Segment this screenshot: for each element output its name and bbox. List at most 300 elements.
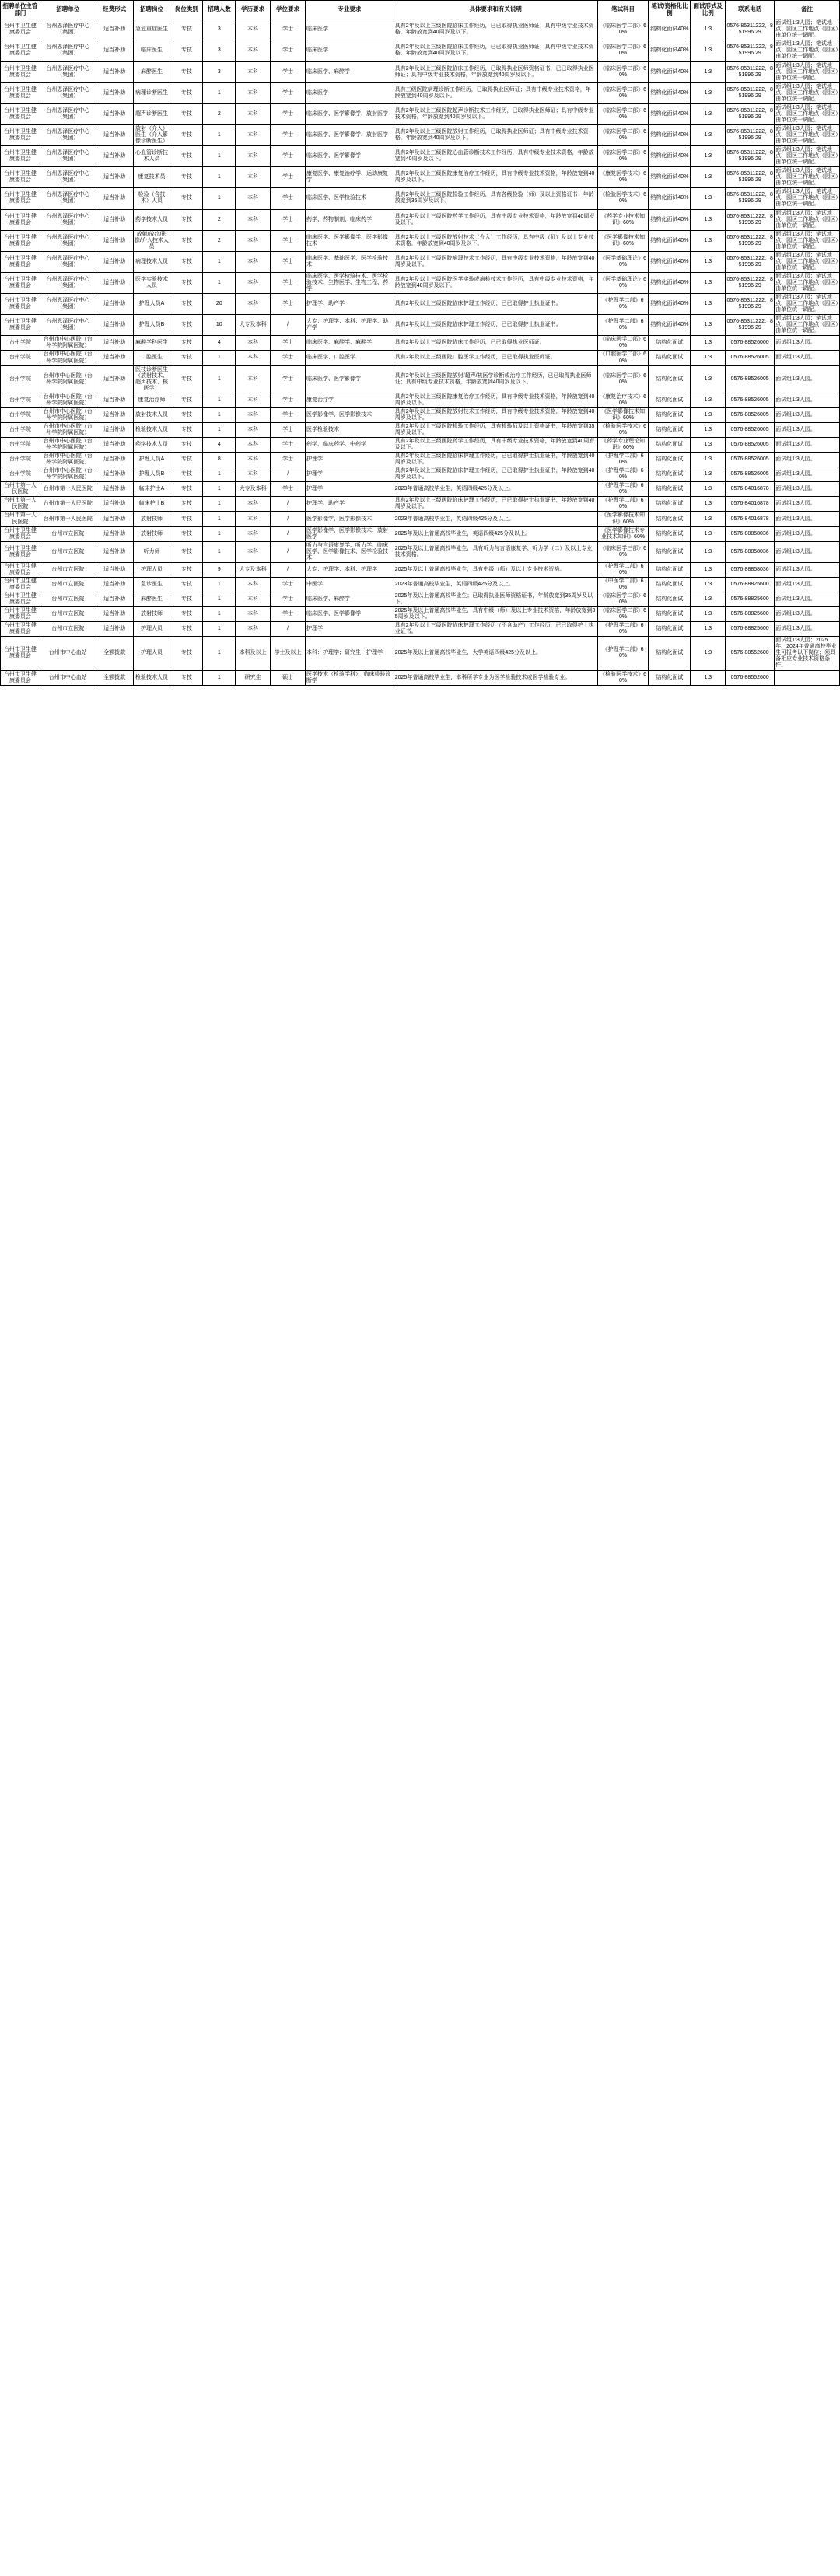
cell-major: 护理学、助产学 — [306, 294, 394, 315]
cell-interview-form: 结构化面试 — [649, 562, 691, 577]
table-row — [1, 422, 840, 437]
cell-fund: 适当补助 — [96, 407, 133, 422]
cell-telephone: 0576-85311222、851996 29 — [726, 19, 775, 40]
cell-written-ratio: 1:3 — [691, 438, 726, 453]
cell-telephone: 0576-88526005 — [726, 407, 775, 422]
cell-fund: 适当补助 — [96, 188, 133, 209]
cell-telephone: 0576-85311222、851996 29 — [726, 272, 775, 293]
cell-fund: 适当补助 — [96, 607, 133, 622]
cell-category: 专技 — [170, 622, 203, 637]
cell-subject: 《康复治疗技术》60% — [597, 393, 649, 407]
cell-category: 专技 — [170, 167, 203, 188]
cell-major: 中医学 — [306, 577, 394, 592]
cell-written-ratio: 1:3 — [691, 562, 726, 577]
cell-category: 专技 — [170, 438, 203, 453]
header-subject: 笔试科目 — [597, 1, 649, 19]
cell-number: 1 — [203, 607, 236, 622]
cell-degree: 学士 — [271, 294, 306, 315]
cell-written-ratio: 1:3 — [691, 61, 726, 82]
cell-unit: 台州市中心医院（台州学院附属医院） — [40, 407, 96, 422]
cell-telephone: 0576-85311222、851996 29 — [726, 251, 775, 272]
cell-post: 急诊医生 — [133, 577, 170, 592]
cell-major: 听力与言语康复学、听力学、临床医学、医学影像技术、医学检验技术 — [306, 541, 394, 562]
cell-dept: 台州学院 — [1, 336, 40, 351]
cell-interview-form: 结构化面试40% — [649, 40, 691, 61]
cell-subject: 《检验医学技术》60% — [597, 422, 649, 437]
cell-remarks: 面试组1:3人园；笔试地点、园区工作地点（园区）由单位统一调配。 — [775, 294, 840, 315]
cell-post: 麻醉医生 — [133, 61, 170, 82]
cell-remarks: 面试组1:3人园。 — [775, 422, 840, 437]
cell-education: 研究生 — [236, 670, 271, 685]
cell-dept: 台州市卫生健康委员会 — [1, 294, 40, 315]
cell-subject: 《护理学二部》60% — [597, 562, 649, 577]
cell-degree: 学士 — [271, 592, 306, 607]
cell-unit: 台州恩泽医疗中心（集团） — [40, 146, 96, 167]
cell-unit: 台州市中心医院（台州学院附属医院） — [40, 336, 96, 351]
cell-degree: / — [271, 526, 306, 541]
cell-major: 临床医学、医学检验技术 — [306, 188, 394, 209]
cell-interview-form: 结构化面试40% — [649, 124, 691, 145]
cell-degree: 学士 — [271, 251, 306, 272]
cell-remarks: 面试组1:3人园。 — [775, 592, 840, 607]
cell-education: 本科及以上 — [236, 637, 271, 670]
cell-requirements: 具有2年及以上三级医院药学工作经历，具有中级专业技术资格，年龄放宽到40周岁及以下。 — [394, 438, 597, 453]
cell-major: 临床医学、基础医学、医学检验技术 — [306, 251, 394, 272]
cell-dept: 台州市第一人民医院 — [1, 482, 40, 497]
cell-dept: 台州市卫生健康委员会 — [1, 592, 40, 607]
cell-subject: 《医学影像技术知识》60% — [597, 407, 649, 422]
cell-unit: 台州市中心医院（台州学院附属医院） — [40, 365, 96, 393]
cell-degree: 学士 — [271, 365, 306, 393]
cell-category: 专技 — [170, 209, 203, 230]
cell-requirements: 具有2年及以上三级医院临床工作经历，已取得执业医师资格证书，已已取得执业医师证；具有中级专业技术资格，年龄放宽到40周岁及以下。 — [394, 61, 597, 82]
cell-major: 医学影像学、医学影像技术 — [306, 512, 394, 526]
cell-written-ratio: 1:3 — [691, 526, 726, 541]
cell-education: 大专及本科 — [236, 482, 271, 497]
cell-requirements: 具有2年及以上三级医院检验工作经历，具有各级检验（师）及以上资格证书；年龄放宽到35周岁及以下。 — [394, 188, 597, 209]
cell-telephone: 0576-88526005 — [726, 365, 775, 393]
cell-subject: 《护理学二部》60% — [597, 622, 649, 637]
cell-education: 本科 — [236, 103, 271, 124]
cell-written-ratio: 1:3 — [691, 19, 726, 40]
table-row — [1, 230, 840, 251]
cell-fund: 适当补助 — [96, 541, 133, 562]
cell-telephone: 0576-88526000 — [726, 336, 775, 351]
cell-degree: 学士 — [271, 82, 306, 103]
cell-fund: 适当补助 — [96, 167, 133, 188]
cell-degree: 学士 — [271, 607, 306, 622]
cell-written-ratio: 1:3 — [691, 351, 726, 365]
cell-requirements: 具有2年及以上三级医院临床护理工作经历（不含助产）工作经历，已已取得护士执业证书。 — [394, 622, 597, 637]
cell-requirements: 具有2年及以上三级医院病理技术工作经历，具有中级专业技术资格，年龄放宽到40周岁及以下。 — [394, 251, 597, 272]
cell-written-ratio: 1:3 — [691, 365, 726, 393]
cell-unit: 台州恩泽医疗中心（集团） — [40, 61, 96, 82]
cell-written-ratio: 1:3 — [691, 167, 726, 188]
cell-telephone: 0576-88858036 — [726, 541, 775, 562]
cell-dept: 台州市卫生健康委员会 — [1, 577, 40, 592]
cell-education: 本科 — [236, 351, 271, 365]
cell-written-ratio: 1:3 — [691, 407, 726, 422]
cell-requirements: 2025年及以上普通高校毕业生，具有中级（师）及以上专业技术资格。 — [394, 562, 597, 577]
cell-category: 专技 — [170, 467, 203, 482]
cell-requirements: 2025年及以上普通高校毕业生，具有中级（师）及以上专业技术资格，年龄放宽到35周岁及以下。 — [394, 607, 597, 622]
cell-subject: 《医学影像技术知识》60% — [597, 230, 649, 251]
table-row — [1, 103, 840, 124]
cell-post: 护理人员A — [133, 294, 170, 315]
cell-major: 药学、药物制剂、临床药学 — [306, 209, 394, 230]
cell-degree: 学士 — [271, 453, 306, 467]
cell-fund: 适当补助 — [96, 230, 133, 251]
cell-fund: 适当补助 — [96, 103, 133, 124]
cell-subject: 《护理学二部》60% — [597, 482, 649, 497]
cell-major: 临床医学、医学影像学、放射医学 — [306, 124, 394, 145]
cell-fund: 适当补助 — [96, 19, 133, 40]
cell-education: 本科 — [236, 393, 271, 407]
cell-dept: 台州市卫生健康委员会 — [1, 61, 40, 82]
cell-telephone: 0576-85311222、851996 29 — [726, 124, 775, 145]
cell-subject: 《临床医学二部》60% — [597, 365, 649, 393]
cell-category: 专技 — [170, 422, 203, 437]
cell-remarks: 面试组1:3人园。 — [775, 577, 840, 592]
header-education: 学历要求 — [236, 1, 271, 19]
cell-requirements: 具有2年及以上三级医院临床工作经历，已已取得执业医师证。 — [394, 336, 597, 351]
cell-fund: 适当补助 — [96, 336, 133, 351]
cell-telephone: 0576-85311222、851996 29 — [726, 315, 775, 336]
cell-degree: 学士 — [271, 167, 306, 188]
cell-remarks: 面试组1:3人园。 — [775, 607, 840, 622]
cell-category: 专技 — [170, 562, 203, 577]
cell-number: 1 — [203, 637, 236, 670]
cell-major: 康复治疗学 — [306, 393, 394, 407]
cell-degree: 学士 — [271, 577, 306, 592]
cell-dept: 台州学院 — [1, 365, 40, 393]
table-row — [1, 512, 840, 526]
header-remarks: 备注 — [775, 1, 840, 19]
cell-unit: 台州恩泽医疗中心（集团） — [40, 209, 96, 230]
cell-degree: 学士 — [271, 209, 306, 230]
table-row — [1, 622, 840, 637]
table-row — [1, 541, 840, 562]
cell-unit: 台州恩泽医疗中心（集团） — [40, 188, 96, 209]
cell-remarks: 面试组1:3人园；笔试地点、园区工作地点（园区）由单位统一调配。 — [775, 167, 840, 188]
cell-number: 10 — [203, 315, 236, 336]
cell-degree: / — [271, 622, 306, 637]
cell-major: 药学、临床药学、中药学 — [306, 438, 394, 453]
cell-fund: 适当补助 — [96, 272, 133, 293]
cell-dept: 台州学院 — [1, 407, 40, 422]
cell-dept: 台州学院 — [1, 438, 40, 453]
cell-telephone: 0576-88526005 — [726, 467, 775, 482]
cell-dept: 台州市卫生健康委员会 — [1, 541, 40, 562]
cell-post: 护理人员 — [133, 562, 170, 577]
cell-fund: 适当补助 — [96, 82, 133, 103]
cell-number: 9 — [203, 562, 236, 577]
cell-education: 本科 — [236, 497, 271, 512]
cell-telephone: 0576-88858036 — [726, 562, 775, 577]
cell-telephone: 0576-88526005 — [726, 438, 775, 453]
cell-interview-form: 结构化面试 — [649, 607, 691, 622]
cell-written-ratio: 1:3 — [691, 251, 726, 272]
cell-subject: 《护理学二部》60% — [597, 637, 649, 670]
cell-remarks: 面试组1:3人园。 — [775, 562, 840, 577]
cell-interview-form: 结构化面试 — [649, 365, 691, 393]
cell-interview-form: 结构化面试 — [649, 336, 691, 351]
cell-fund: 适当补助 — [96, 209, 133, 230]
cell-telephone: 0576-85311222、851996 29 — [726, 188, 775, 209]
cell-education: 本科 — [236, 82, 271, 103]
cell-subject: 《康复医学技术》60% — [597, 167, 649, 188]
cell-category: 专技 — [170, 670, 203, 685]
table-row — [1, 607, 840, 622]
cell-unit: 台州市中心医院（台州学院附属医院） — [40, 351, 96, 365]
cell-dept: 台州市卫生健康委员会 — [1, 251, 40, 272]
cell-written-ratio: 1:3 — [691, 336, 726, 351]
cell-unit: 台州恩泽医疗中心（集团） — [40, 103, 96, 124]
table-row — [1, 526, 840, 541]
cell-category: 专技 — [170, 512, 203, 526]
cell-telephone: 0576-85311222、851996 29 — [726, 209, 775, 230]
table-body — [1, 19, 840, 685]
table-row — [1, 19, 840, 40]
cell-category: 专技 — [170, 407, 203, 422]
cell-remarks: 面试组1:3人园；笔试地点、园区工作地点（园区）由单位统一调配。 — [775, 103, 840, 124]
cell-degree: 学士 — [271, 146, 306, 167]
cell-telephone: 0576-85311222、851996 29 — [726, 230, 775, 251]
cell-telephone: 0576-88552600 — [726, 637, 775, 670]
cell-major: 临床医学、医学影像学、放射医学 — [306, 103, 394, 124]
cell-written-ratio: 1:3 — [691, 124, 726, 145]
cell-number: 1 — [203, 188, 236, 209]
cell-remarks: 面试组1:3人园。 — [775, 526, 840, 541]
table-row — [1, 482, 840, 497]
cell-written-ratio: 1:3 — [691, 422, 726, 437]
cell-degree: 学士 — [271, 230, 306, 251]
header-interview-ratio: 面试形式及比例 — [691, 1, 726, 19]
cell-remarks: 面试组1:3人园；笔试地点、园区工作地点（园区）由单位统一调配。 — [775, 146, 840, 167]
cell-number: 1 — [203, 272, 236, 293]
cell-education: 本科 — [236, 467, 271, 482]
table-row — [1, 167, 840, 188]
cell-post: 放射技师 — [133, 526, 170, 541]
cell-post: 护理人员 — [133, 637, 170, 670]
cell-remarks: 面试组1:3人园。 — [775, 497, 840, 512]
cell-telephone: 0576-88825600 — [726, 607, 775, 622]
cell-dept: 台州市卫生健康委员会 — [1, 82, 40, 103]
cell-fund: 适当补助 — [96, 497, 133, 512]
cell-remarks: 面试组1:3人园。 — [775, 407, 840, 422]
cell-remarks: 面试组1:3人园。 — [775, 438, 840, 453]
cell-education: 本科 — [236, 438, 271, 453]
cell-written-ratio: 1:3 — [691, 188, 726, 209]
cell-interview-form: 结构化面试40% — [649, 209, 691, 230]
cell-subject: 《检验医学技术》60% — [597, 670, 649, 685]
cell-interview-form: 结构化面试 — [649, 577, 691, 592]
cell-written-ratio: 1:3 — [691, 393, 726, 407]
cell-unit: 台州恩泽医疗中心（集团） — [40, 82, 96, 103]
cell-dept: 台州市卫生健康委员会 — [1, 526, 40, 541]
cell-telephone: 0576-85311222、851996 29 — [726, 167, 775, 188]
cell-telephone: 0576-84016878 — [726, 497, 775, 512]
cell-written-ratio: 1:3 — [691, 607, 726, 622]
cell-interview-form: 结构化面试 — [649, 670, 691, 685]
cell-dept: 台州市卫生健康委员会 — [1, 607, 40, 622]
cell-subject: 《护理学二部》60% — [597, 453, 649, 467]
cell-major: 护理学 — [306, 453, 394, 467]
cell-telephone: 0576-88526005 — [726, 422, 775, 437]
cell-education: 本科 — [236, 146, 271, 167]
cell-category: 专技 — [170, 230, 203, 251]
cell-unit: 台州市中心医院（台州学院附属医院） — [40, 467, 96, 482]
cell-interview-form: 结构化面试40% — [649, 103, 691, 124]
table-row — [1, 188, 840, 209]
cell-interview-form: 结构化面试40% — [649, 82, 691, 103]
cell-post: 药学技术人员 — [133, 209, 170, 230]
cell-subject: 《临床医学二部》60% — [597, 19, 649, 40]
cell-remarks: 面试组1:3人园。 — [775, 467, 840, 482]
cell-dept: 台州市卫生健康委员会 — [1, 40, 40, 61]
header-written-ratio: 笔试/资格化比例 — [649, 1, 691, 19]
cell-education: 本科 — [236, 526, 271, 541]
cell-number: 1 — [203, 124, 236, 145]
cell-written-ratio: 1:3 — [691, 541, 726, 562]
cell-interview-form: 结构化面试 — [649, 351, 691, 365]
cell-subject: 《护理学二部》60% — [597, 497, 649, 512]
cell-fund: 适当补助 — [96, 294, 133, 315]
cell-fund: 适当补助 — [96, 393, 133, 407]
cell-number: 1 — [203, 365, 236, 393]
cell-post: 护理人员B — [133, 467, 170, 482]
cell-subject: 《药学专业技术知识》60% — [597, 209, 649, 230]
cell-degree: 学士 — [271, 438, 306, 453]
cell-category: 专技 — [170, 393, 203, 407]
cell-telephone: 0576-88858036 — [726, 526, 775, 541]
cell-interview-form: 结构化面试40% — [649, 188, 691, 209]
cell-major: 大专：护理学；本科：护理学、助产学 — [306, 315, 394, 336]
cell-degree: 学士 — [271, 422, 306, 437]
cell-post: 急危重症医生 — [133, 19, 170, 40]
cell-post: 麻醉学科医生 — [133, 336, 170, 351]
cell-unit: 台州市中心医院（台州学院附属医院） — [40, 453, 96, 467]
cell-subject: 《临床医学三部》60% — [597, 541, 649, 562]
cell-education: 本科 — [236, 61, 271, 82]
cell-written-ratio: 1:3 — [691, 230, 726, 251]
cell-telephone: 0576-88526005 — [726, 351, 775, 365]
cell-interview-form: 结构化面试 — [649, 482, 691, 497]
cell-major: 临床医学、医学影像学 — [306, 365, 394, 393]
table-row — [1, 146, 840, 167]
cell-post: 超声诊断医生 — [133, 103, 170, 124]
cell-post: 护理人员A — [133, 453, 170, 467]
cell-major: 大专：护理学；本科：护理学 — [306, 562, 394, 577]
cell-dept: 台州学院 — [1, 393, 40, 407]
cell-interview-form: 结构化面试 — [649, 541, 691, 562]
cell-remarks: 面试组1:3人园。 — [775, 336, 840, 351]
cell-requirements: 具有2年及以上三级医院超声诊断技术工作经历，已取得执业医师证；具有中级专业技术资格，年龄放宽到40周岁及以下。 — [394, 103, 597, 124]
cell-remarks: 面试组1:3人园；笔试地点、园区工作地点（园区）由单位统一调配。 — [775, 315, 840, 336]
cell-unit: 台州恩泽医疗中心（集团） — [40, 40, 96, 61]
cell-subject: 《临床医学二部》60% — [597, 336, 649, 351]
cell-interview-form: 结构化面试 — [649, 407, 691, 422]
cell-post: 心血管诊断技术人员 — [133, 146, 170, 167]
cell-fund: 适当补助 — [96, 467, 133, 482]
table-row — [1, 577, 840, 592]
cell-remarks: 面试组1:3人园；笔试地点、园区工作地点（园区）由单位统一调配。 — [775, 19, 840, 40]
cell-subject: 《护理学二部》60% — [597, 467, 649, 482]
cell-telephone: 0576-85311222、851996 29 — [726, 294, 775, 315]
cell-major: 护理学、助产学 — [306, 497, 394, 512]
header-major: 专业要求 — [306, 1, 394, 19]
cell-degree: 学士 — [271, 272, 306, 293]
cell-requirements: 具有三级医院病理诊断工作经历，已取得执业医师证；具有中级专业技术资格，年龄放宽到40周岁及以下。 — [394, 82, 597, 103]
cell-post: 医学实验技术人员 — [133, 272, 170, 293]
cell-education: 大专及本科 — [236, 315, 271, 336]
cell-post: 检验技术人员 — [133, 670, 170, 685]
cell-requirements: 具有2年及以上三级医院放射技术工作经历，具有中级专业技术资格，年龄放宽到40周岁及以下。 — [394, 407, 597, 422]
cell-interview-form: 结构化面试 — [649, 467, 691, 482]
cell-major: 护理学 — [306, 622, 394, 637]
cell-post: 药学技术人员 — [133, 438, 170, 453]
cell-fund: 适当补助 — [96, 577, 133, 592]
cell-major: 医学检验技术 — [306, 422, 394, 437]
cell-interview-form: 结构化面试40% — [649, 146, 691, 167]
cell-fund: 适当补助 — [96, 592, 133, 607]
recruitment-table — [0, 0, 840, 686]
cell-requirements: 具有2年及以上三级医院放射/超声/核医学诊断或治疗工作经历，已已取得执业医师证；具有中级专业技术资格，年龄放宽到40周岁及以下。 — [394, 365, 597, 393]
cell-major: 护理学 — [306, 467, 394, 482]
cell-fund: 适当补助 — [96, 422, 133, 437]
cell-category: 专技 — [170, 82, 203, 103]
cell-post: 放射技术人员 — [133, 407, 170, 422]
cell-major: 临床医学、麻醉学 — [306, 592, 394, 607]
cell-degree: 学士及以上 — [271, 637, 306, 670]
cell-education: 本科 — [236, 422, 271, 437]
cell-remarks: 面试组1:3人园；笔试地点、园区工作地点（园区）由单位统一调配。 — [775, 230, 840, 251]
cell-post: 检验技术人员 — [133, 422, 170, 437]
cell-interview-form: 结构化面试40% — [649, 315, 691, 336]
cell-unit: 台州市立医院 — [40, 577, 96, 592]
cell-unit: 台州恩泽医疗中心（集团） — [40, 251, 96, 272]
cell-post: 康复技术员 — [133, 167, 170, 188]
cell-major: 临床医学、医学影像学 — [306, 146, 394, 167]
cell-dept: 台州市卫生健康委员会 — [1, 637, 40, 670]
cell-number: 1 — [203, 146, 236, 167]
cell-interview-form: 结构化面试40% — [649, 272, 691, 293]
cell-telephone: 0576-84016878 — [726, 482, 775, 497]
cell-written-ratio: 1:3 — [691, 467, 726, 482]
cell-major: 临床医学 — [306, 40, 394, 61]
table-row — [1, 637, 840, 670]
table-row — [1, 453, 840, 467]
cell-dept: 台州市卫生健康委员会 — [1, 103, 40, 124]
cell-major: 康复医学、康复治疗学、运动康复学 — [306, 167, 394, 188]
cell-subject: 《护理学二部》60% — [597, 315, 649, 336]
cell-unit: 台州恩泽医疗中心（集团） — [40, 124, 96, 145]
cell-number: 1 — [203, 393, 236, 407]
cell-number: 4 — [203, 336, 236, 351]
cell-interview-form: 结构化面试40% — [649, 167, 691, 188]
cell-fund: 适当补助 — [96, 251, 133, 272]
cell-telephone: 0576-88526005 — [726, 453, 775, 467]
table-row — [1, 670, 840, 685]
cell-fund: 适当补助 — [96, 365, 133, 393]
header-post: 招聘岗位 — [133, 1, 170, 19]
cell-education: 本科 — [236, 188, 271, 209]
table-row — [1, 407, 840, 422]
recruitment-table-page — [0, 0, 840, 686]
cell-subject: 《药学专业理论知识》60% — [597, 438, 649, 453]
cell-requirements: 具有2年及以上三级医院临床护理工作经历，已已取得护士执业证书。 — [394, 315, 597, 336]
header-dept: 招聘单位主管部门 — [1, 1, 40, 19]
